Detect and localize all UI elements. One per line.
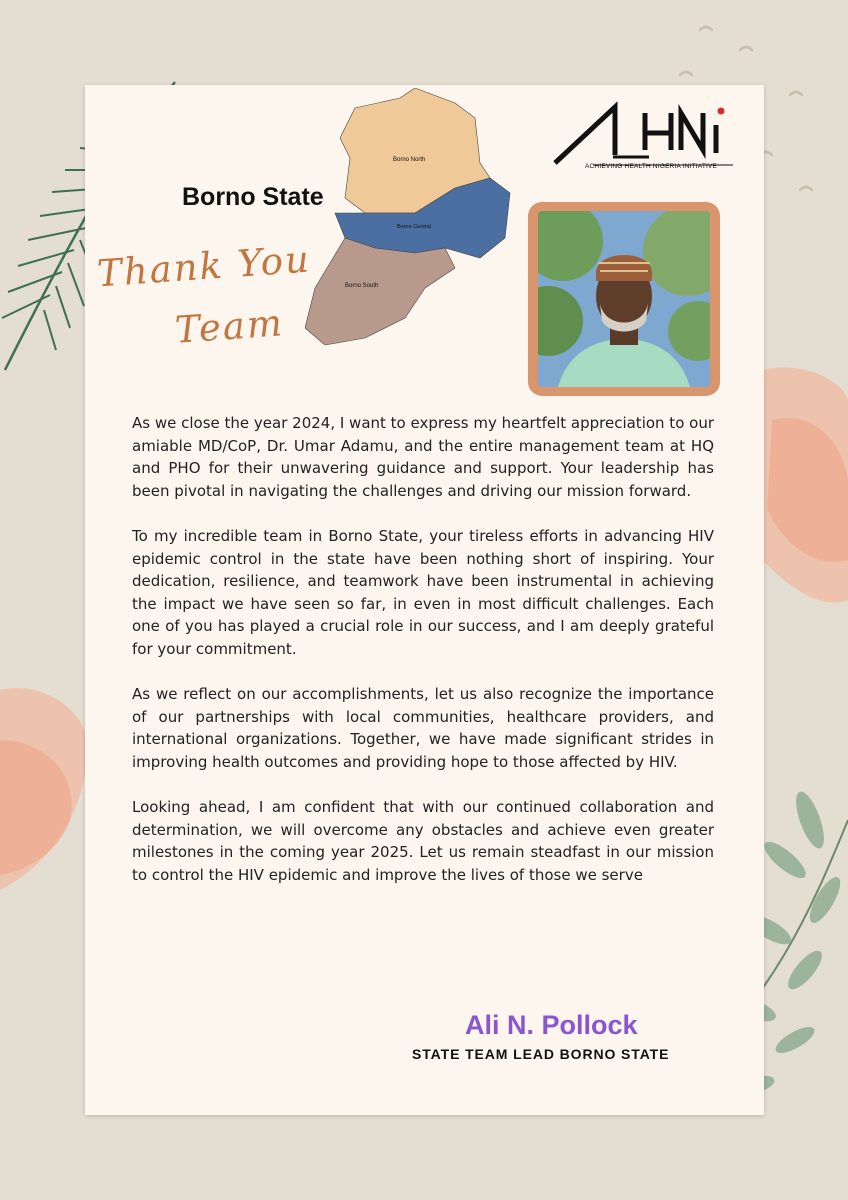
letter-paragraph: As we reflect on our accomplishments, let us also recognize the importance of our partnerships with local communities, healthcare providers, and international organizations. Together, we have made significant strides in improving health outcomes and providing hope to those affected by HIV. xyxy=(132,685,714,771)
map-label-south: Borno South xyxy=(345,283,379,289)
state-title: Borno State xyxy=(182,183,324,211)
portrait-photo xyxy=(538,211,710,387)
logo-tagline: ACHIEVING HEALTH NIGERIA INITIATIVE xyxy=(585,163,718,170)
borno-state-map xyxy=(305,88,520,345)
letter-paragraph: To my incredible team in Borno State, your tireless efforts in advancing HIV epidemic control in the state have been nothing short of inspiring. Your dedication, resilience, and teamwork have been instrumental in achieving the impact we have seen so far, in even in most difficult challenges. Each one of you has played a crucial role in our success, and I am deeply grateful for your commitment. xyxy=(132,527,714,658)
letter-paragraph: Looking ahead, I am confident that with our continued collaboration and determination, we will overcome any obstacles and achieve even greater milestones in the coming year 2025. Let us remain steadfast in our mission to control the HIV epidemic and improve the lives of those we serve xyxy=(132,798,714,884)
team-heading: Team xyxy=(173,301,286,352)
signature-name: Ali N. Pollock xyxy=(465,1010,638,1040)
letter-page xyxy=(85,85,764,1115)
portrait-frame xyxy=(528,202,720,396)
letter-body xyxy=(132,412,714,909)
map-region-south xyxy=(305,238,455,345)
thank-you-heading: Thank You xyxy=(95,237,313,296)
signature-role: STATE TEAM LEAD BORNO STATE xyxy=(412,1046,670,1062)
map-label-central: Borno Central xyxy=(397,224,431,230)
letter-paragraph: As we close the year 2024, I want to express my heartfelt appreciation to our amiable MD/CoP, Dr. Umar Adamu, and the entire management team at HQ and PHO for their unwavering guidance and support. Your leadership has been pivotal in navigating the challenges and driving our mission forward. xyxy=(132,414,714,500)
map-label-north: Borno North xyxy=(393,157,426,163)
